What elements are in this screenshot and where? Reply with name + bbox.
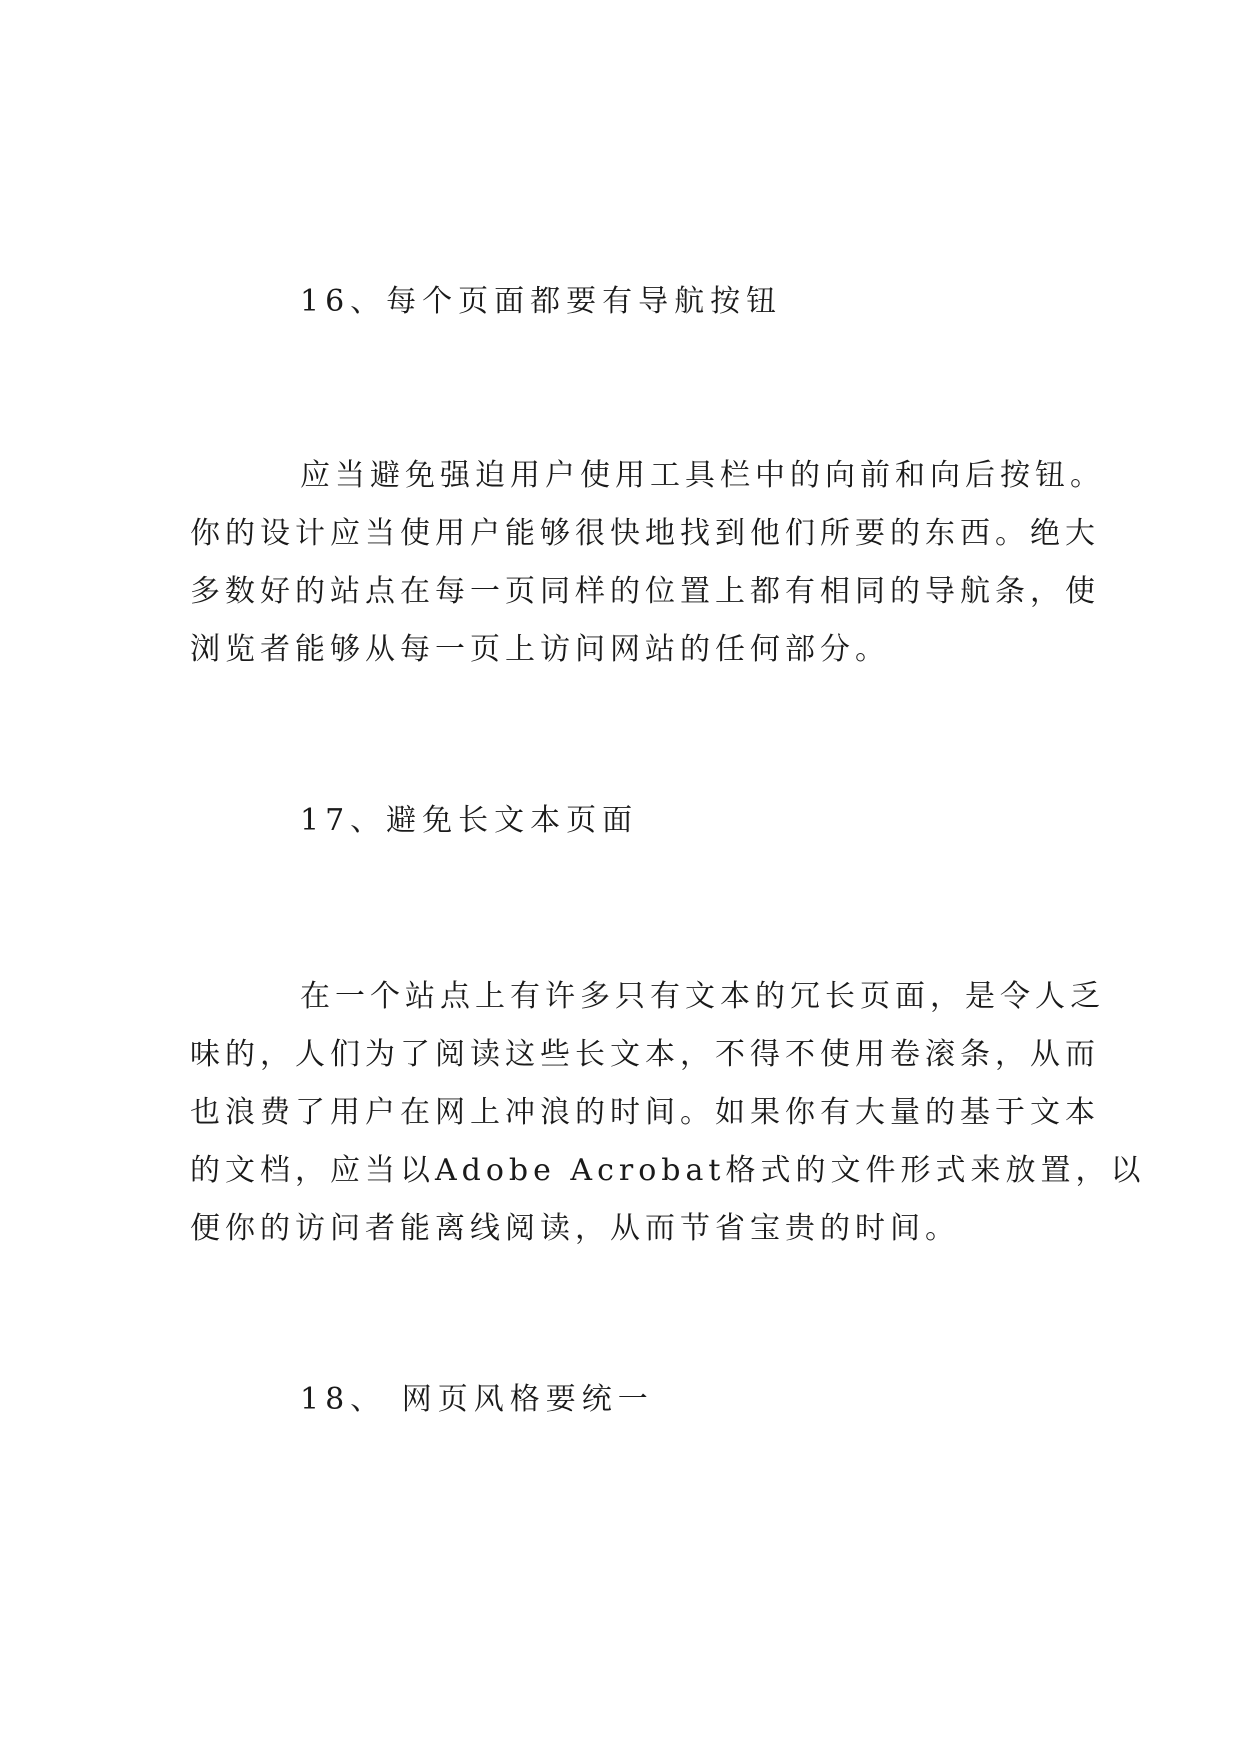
section-heading-17: 17、避免长文本页面	[300, 803, 639, 838]
paragraph-line: 多数好的站点在每一页同样的位置上都有相同的导航条，使	[190, 574, 1100, 609]
paragraph-line: 应当避免强迫用户使用工具栏中的向前和向后按钮。	[300, 458, 1105, 493]
paragraph-line: 的文档，应当以Adobe Acrobat格式的文件形式来放置，以	[190, 1153, 1146, 1188]
paragraph-line: 也浪费了用户在网上冲浪的时间。如果你有大量的基于文本	[190, 1095, 1100, 1130]
paragraph-line: 味的，人们为了阅读这些长文本，不得不使用卷滚条，从而	[190, 1037, 1100, 1072]
section-paragraph-17	[190, 968, 1146, 1258]
paragraph-line: 便你的访问者能离线阅读，从而节省宝贵的时间。	[190, 1211, 960, 1246]
paragraph-line: 浏览者能够从每一页上访问网站的任何部分。	[190, 632, 890, 667]
paragraph-line: 在一个站点上有许多只有文本的冗长页面，是令人乏	[300, 979, 1105, 1014]
section-paragraph-16	[190, 447, 1105, 679]
paragraph-line: 你的设计应当使用户能够很快地找到他们所要的东西。绝大	[190, 516, 1100, 551]
section-heading-18: 18、 网页风格要统一	[300, 1382, 654, 1417]
section-heading-16: 16、每个页面都要有导航按钮	[300, 284, 783, 319]
